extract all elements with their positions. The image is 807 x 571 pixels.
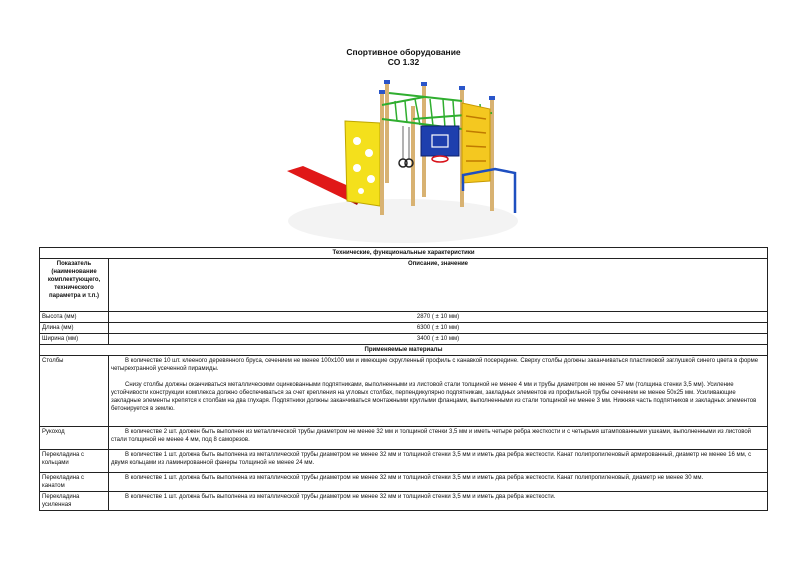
table-row xyxy=(40,427,768,450)
param-value: 6300 ( ± 10 мм) xyxy=(109,323,768,334)
specification-table xyxy=(39,247,768,511)
section-heading-row xyxy=(40,248,768,259)
playground-illustration xyxy=(285,71,520,243)
section-heading-materials: Применяемые материалы xyxy=(40,345,768,356)
table-row xyxy=(40,312,768,323)
column-header-parameter: Показатель (наименование комплектующего, технического параметра и т.п.) xyxy=(40,259,109,312)
table-row xyxy=(40,473,768,492)
table-row xyxy=(40,323,768,334)
param-value: 3400 ( ± 10 мм) xyxy=(109,334,768,345)
table-row xyxy=(40,334,768,345)
material-paragraph: Снизу столбы должны оканчиваться металлическими оцинкованными подпятниками, выполненными из листовой стали толщиной не менее 4 мм и трубы диаметром не менее 57 мм (толщина стенки 3,5 мм). Усиление устойчивости конструкции комплекса должно обеспечиваться за счет крепления на угловых столбах, перпендикулярно подпятникам, закладных элементов из профильной трубы сечением не менее 50х25 мм. Усиливающие закладные элементы крепятся к столбам на два глухаря. Подпятники должны заканчиваться монтажными круглыми фланцами, выполненными из стали толщиной не менее 3 мм. Нижняя часть подпятников и закладных элементов бетонируется в землю. xyxy=(111,382,757,412)
table-header-row xyxy=(40,259,768,312)
section-heading-row xyxy=(40,345,768,356)
material-paragraph: В количестве 10 шт. клееного деревянного бруса, сечением не менее 100х100 мм и имеющие скругленный профиль с канавкой посередине. Сверху столбы должны заканчиваться пластиковой заглушкой синего цвета в форме четырехгранной усеченной пирамиды. xyxy=(111,358,759,372)
material-name: Рукоход xyxy=(40,427,109,450)
material-description xyxy=(109,427,768,450)
param-name: Длина (мм) xyxy=(40,323,109,334)
material-description xyxy=(109,492,768,511)
material-paragraph: В количестве 1 шт. должна быть выполнена из металлической трубы диаметром не менее 32 мм и толщиной стенки 3,5 мм и иметь два ребра жесткости. Канат полипропиленовый, диаметр не менее 30 мм. xyxy=(125,475,704,481)
param-name: Ширина (мм) xyxy=(40,334,109,345)
document-title: Спортивное оборудование xyxy=(346,47,461,57)
table-row xyxy=(40,356,768,427)
material-name: Перекладина усиленная xyxy=(40,492,109,511)
document-model-code: СО 1.32 xyxy=(387,57,420,67)
section-heading-characteristics: Технические, функциональные характеристики xyxy=(40,248,768,259)
material-paragraph: В количестве 2 шт. должен быть выполнен из металлической трубы диаметром не менее 32 мм и толщиной стенки 3,5 мм и иметь четыре ребра жесткости и с четырьмя штампованными ушками, выполненными из листовой стали толщиной не менее 4 мм, под 8 саморезов. xyxy=(111,429,752,443)
material-name: Перекладина с кольцами xyxy=(40,450,109,473)
material-description xyxy=(109,473,768,492)
column-header-description: Описание, значение xyxy=(109,259,768,312)
param-value: 2870 ( ± 10 мм) xyxy=(109,312,768,323)
param-name: Высота (мм) xyxy=(40,312,109,323)
material-paragraph: В количестве 1 шт. должна быть выполнена из металлической трубы диаметром не менее 32 мм и толщиной стенки 3,5 мм и иметь два ребра жесткости. xyxy=(125,494,556,500)
material-name: Перекладина с канатом xyxy=(40,473,109,492)
material-name: Столбы xyxy=(40,356,109,427)
table-row xyxy=(40,492,768,511)
table-row xyxy=(40,450,768,473)
material-paragraph: В количестве 1 шт. должна быть выполнена из металлической трубы диаметром не менее 32 мм и толщиной стенки 3,5 мм и иметь два ребра жесткости. Канат полипропиленовый армированный, диаметр не менее 16 мм, с двумя кольцами из ламинированной фанеры толщиной не менее 24 мм. xyxy=(111,452,752,466)
material-description xyxy=(109,450,768,473)
material-description xyxy=(109,356,768,427)
